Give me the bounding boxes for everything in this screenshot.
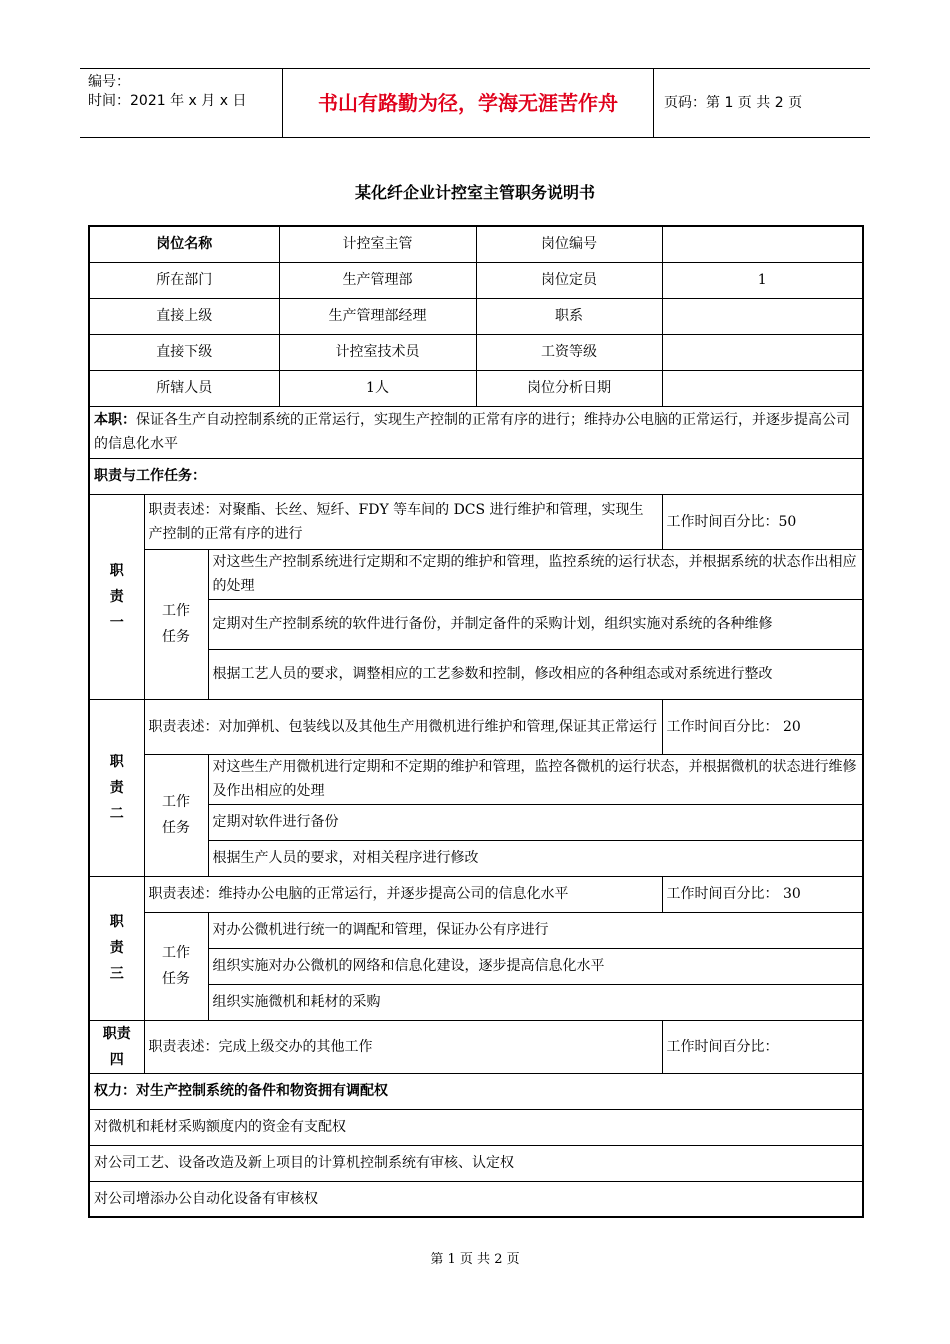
- info-value: 计控室技术员: [279, 334, 476, 370]
- task-label: 工作任务: [144, 549, 208, 699]
- info-label: 职系: [476, 298, 662, 334]
- duty-label: 职责四: [89, 1020, 144, 1073]
- info-row: [89, 370, 863, 406]
- duty-percent: 工作时间百分比：: [662, 1020, 863, 1073]
- duty-description: 职责表述：对聚酯、长丝、短纤、FDY 等车间的 DCS 进行维护和管理，实现生产控制的正常有序的进行: [144, 494, 662, 549]
- core-responsibility: [89, 406, 863, 458]
- duty-percent: 工作时间百分比： 30: [662, 876, 863, 912]
- task-item: 根据生产人员的要求，对相关程序进行修改: [208, 840, 863, 876]
- info-label: 岗位定员: [476, 262, 662, 298]
- info-label: 直接上级: [89, 298, 279, 334]
- core-label: 本职：: [94, 412, 136, 428]
- task-row: [89, 754, 863, 804]
- job-description-table: [88, 225, 864, 1218]
- duty-label: 职责二: [89, 699, 144, 876]
- powers-header-row: [89, 1073, 863, 1109]
- info-label: 所在部门: [89, 262, 279, 298]
- info-label: 岗位编号: [476, 226, 662, 262]
- info-row: [89, 262, 863, 298]
- info-row: [89, 226, 863, 262]
- duty-label: 职责一: [89, 494, 144, 699]
- task-item: 定期对软件进行备份: [208, 804, 863, 840]
- info-value: 1: [662, 262, 863, 298]
- info-value: 计控室主管: [279, 226, 476, 262]
- motto: 书山有路勤为径，学海无涯苦作舟: [282, 69, 654, 137]
- task-item: 组织实施对办公微机的网络和信息化建设，逐步提高信息化水平: [208, 948, 863, 984]
- info-label: 工资等级: [476, 334, 662, 370]
- task-item: 根据工艺人员的要求，调整相应的工艺参数和控制，修改相应的各种组态或对系统进行整改: [208, 649, 863, 699]
- duty-description: 职责表述：对加弹机、包装线以及其他生产用微机进行维护和管理,保证其正常运行: [144, 699, 662, 754]
- page-header: [80, 68, 870, 138]
- duty-desc-row: [89, 1020, 863, 1073]
- duty-label: 职责三: [89, 876, 144, 1020]
- task-item: 对办公微机进行统一的调配和管理，保证办公有序进行: [208, 912, 863, 948]
- duty-desc-row: [89, 699, 863, 754]
- info-label: 岗位名称: [89, 226, 279, 262]
- task-item: 组织实施微机和耗材的采购: [208, 984, 863, 1020]
- duty-desc-row: [89, 876, 863, 912]
- info-value: 1人: [279, 370, 476, 406]
- header-meta: [80, 69, 282, 137]
- number-label: 编号：: [88, 74, 130, 90]
- duty-description: 职责表述：维持办公电脑的正常运行，并逐步提高公司的信息化水平: [144, 876, 662, 912]
- page-footer: 第 1 页 共 2 页: [430, 1252, 520, 1267]
- task-item: 对这些生产控制系统进行定期和不定期的维护和管理，监控系统的运行状态，并根据系统的状态作出相应的处理: [208, 549, 863, 599]
- power-item: 对公司工艺、设备改造及新上项目的计算机控制系统有审核、认定权: [89, 1145, 863, 1181]
- task-label: 工作任务: [144, 754, 208, 876]
- duties-header-row: [89, 458, 863, 494]
- power-item: 对公司增添办公自动化设备有审核权: [89, 1181, 863, 1217]
- powers-header: 权力：对生产控制系统的备件和物资拥有调配权: [89, 1073, 863, 1109]
- task-item: 定期对生产控制系统的软件进行备份，并制定备件的采购计划，组织实施对系统的各种维修: [208, 599, 863, 649]
- info-value: 生产管理部: [279, 262, 476, 298]
- page-code: 页码：第 1 页 共 2 页: [664, 95, 803, 111]
- duty-percent: 工作时间百分比： 20: [662, 699, 863, 754]
- duties-header: 职责与工作任务：: [89, 458, 863, 494]
- document-title: 某化纤企业计控室主管职务说明书: [354, 183, 595, 202]
- info-row: [89, 334, 863, 370]
- power-item: 对微机和耗材采购额度内的资金有支配权: [89, 1109, 863, 1145]
- power-row: [89, 1145, 863, 1181]
- info-row: [89, 298, 863, 334]
- duty-percent: 工作时间百分比：50: [662, 494, 863, 549]
- task-item: 对这些生产用微机进行定期和不定期的维护和管理，监控各微机的运行状态，并根据微机的状态进行维修及作出相应的处理: [208, 754, 863, 804]
- power-row: [89, 1181, 863, 1217]
- time-label: 时间：2021 年 x 月 x 日: [88, 93, 247, 109]
- task-label: 工作任务: [144, 912, 208, 1020]
- info-label: 直接下级: [89, 334, 279, 370]
- duty-desc-row: [89, 494, 863, 549]
- info-value: [662, 370, 863, 406]
- info-label: 所辖人员: [89, 370, 279, 406]
- info-label: 岗位分析日期: [476, 370, 662, 406]
- duty-description: 职责表述：完成上级交办的其他工作: [144, 1020, 662, 1073]
- info-value: [662, 334, 863, 370]
- task-row: [89, 912, 863, 948]
- power-row: [89, 1109, 863, 1145]
- info-value: [662, 298, 863, 334]
- core-row: [89, 406, 863, 458]
- info-value: 生产管理部经理: [279, 298, 476, 334]
- core-text: 保证各生产自动控制系统的正常运行，实现生产控制的正常有序的进行；维持办公电脑的正常运行，并逐步提高公司的信息化水平: [94, 412, 850, 452]
- info-value: [662, 226, 863, 262]
- task-row: [89, 549, 863, 599]
